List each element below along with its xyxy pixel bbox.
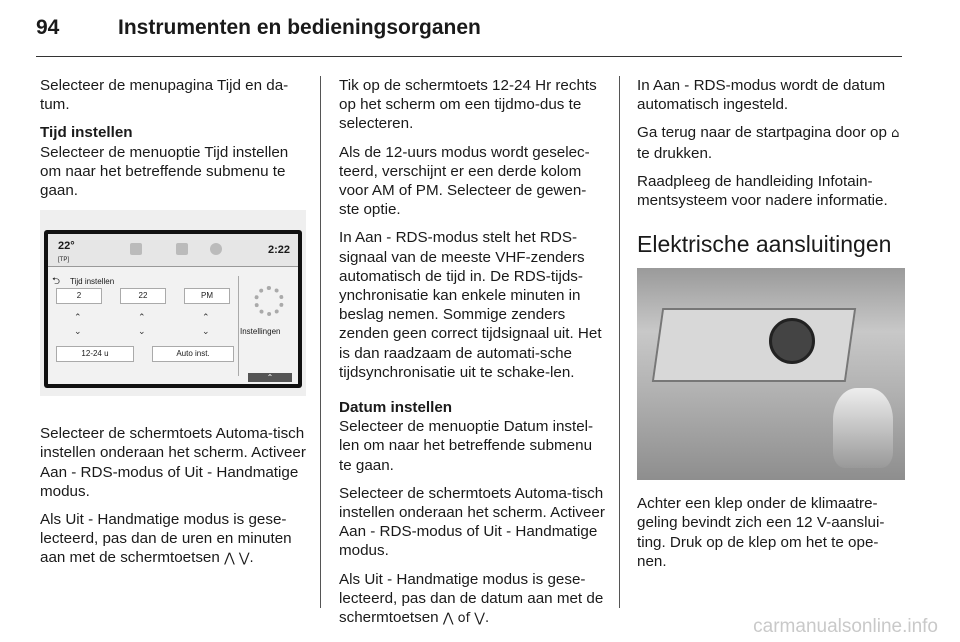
paragraph: Achter een klep onder de klimaatre-geling bevindt zich een 12 V-aanslui-ting. Druk op de klep om het te ope-nen. — [637, 495, 885, 570]
paragraph: Raadpleeg de handleiding Infotain-mentsysteem voor nadere informatie. — [637, 172, 888, 210]
screen-display — [48, 234, 298, 384]
phone-icon — [176, 243, 188, 255]
storage-tray — [652, 308, 856, 382]
page-number: 94 — [36, 16, 60, 39]
paragraph: Ga terug naar de startpagina door op ⌂ te drukken. — [637, 124, 900, 162]
info-icon — [210, 243, 222, 255]
paragraph: In Aan - RDS-modus wordt de datum automatisch ingesteld. — [637, 77, 886, 114]
paragraph: In Aan - RDS-modus stelt het RDS-signaal van de meeste VHF-zenders automatisch de tijd in. De RDS-tijds-ynchronisatie kan enkele minuten in beslag nemen. Sommige zenders zenden geen correct tijdsignaal uit. Het is dan raadzaam de automati-sche tijdsynchronisatie uit te schake-len. — [339, 229, 602, 381]
screen-divider — [238, 276, 239, 376]
column-3 — [637, 76, 905, 580]
up-down-arrows-icon: ⋀ of ⋁. — [442, 611, 490, 627]
minute-up-icon: ⌃ — [138, 312, 146, 323]
paragraph: Als Uit - Handmatige modus is gese-lecteerd, pas dan de datum aan met de schermtoetsen ⋀ of ⋁. — [339, 570, 604, 627]
page-title: Instrumenten en bedieningsorganen — [118, 16, 481, 39]
hour-down-icon: ⌄ — [74, 326, 82, 337]
hour-up-icon: ⌃ — [74, 312, 82, 323]
paragraph: Selecteer de menuoptie Tijd instellen om naar het betreffende submenu te gaan. — [40, 143, 289, 200]
home-icon: ⌂ — [891, 126, 900, 142]
power-outlet-photo — [637, 268, 905, 480]
screen-status-bar — [48, 234, 298, 267]
column-divider — [320, 76, 321, 608]
ampm-down-icon: ⌄ — [202, 326, 210, 337]
chevron-up-icon: ⌃ — [248, 373, 292, 382]
paragraph: Tik op de schermtoets 12-24 Hr rechts op het scherm om een tijdmo-dus te selecteren. — [339, 77, 597, 133]
paragraph: Als Uit - Handmatige modus is gese-lecteerd, pas dan de uren en minuten aan met de schermtoetsen ⋀ ⋁. — [40, 511, 292, 567]
hour-field: 2 — [56, 288, 102, 304]
page-header — [36, 16, 902, 57]
settings-label: Instellingen — [240, 327, 281, 337]
screen-tp: [TP] — [58, 257, 70, 264]
auto-button: Auto inst. — [152, 346, 234, 362]
power-socket-icon — [769, 318, 815, 364]
paragraph: Als de 12-uurs modus wordt geselec-teerd, verschijnt er een derde kolom voor AM of PM. Selecteer de gewen-ste optie. — [339, 143, 590, 219]
gear-icon — [254, 286, 284, 316]
minute-field: 22 — [120, 288, 166, 304]
heading-elektrische-aansluitingen: Elektrische aansluitingen — [637, 231, 892, 258]
back-icon: ⮌ — [52, 276, 61, 288]
column-2 — [339, 76, 605, 637]
paragraph: Selecteer de menuoptie Datum instel-len om naar het betreffende submenu te gaan. — [339, 418, 594, 474]
screen-temperature: 22° — [58, 240, 75, 253]
music-icon — [130, 243, 142, 255]
up-down-arrows-icon: ⋀ ⋁. — [224, 551, 254, 567]
heading-tijd-instellen: Tijd instellen — [40, 124, 133, 142]
paragraph: Selecteer de schermtoets Automa-tisch instellen onderaan het scherm. Activeer Aan - RDS-modus of Uit - Handmatige modus. — [40, 425, 306, 500]
screen-title: Tijd instellen — [70, 277, 115, 287]
heading-datum-instellen: Datum instellen — [339, 399, 453, 417]
ampm-up-icon: ⌃ — [202, 312, 210, 323]
column-divider — [619, 76, 620, 608]
infotainment-screen-image — [40, 210, 306, 396]
ampm-field: PM — [184, 288, 230, 304]
gear-lever — [833, 388, 893, 468]
mode-button: 12-24 u — [56, 346, 134, 362]
column-1 — [40, 76, 306, 578]
paragraph: Selecteer de schermtoets Automa-tisch instellen onderaan het scherm. Activeer Aan - RDS-modus of Uit - Handmatige modus. — [339, 484, 605, 560]
intro-text: Selecteer de menupagina Tijd en da-tum. — [40, 77, 289, 114]
watermark: carmanualsonline.info — [753, 616, 938, 637]
screen-clock: 2:22 — [267, 244, 290, 257]
minute-down-icon: ⌄ — [138, 326, 146, 337]
screen-bezel — [44, 230, 302, 388]
